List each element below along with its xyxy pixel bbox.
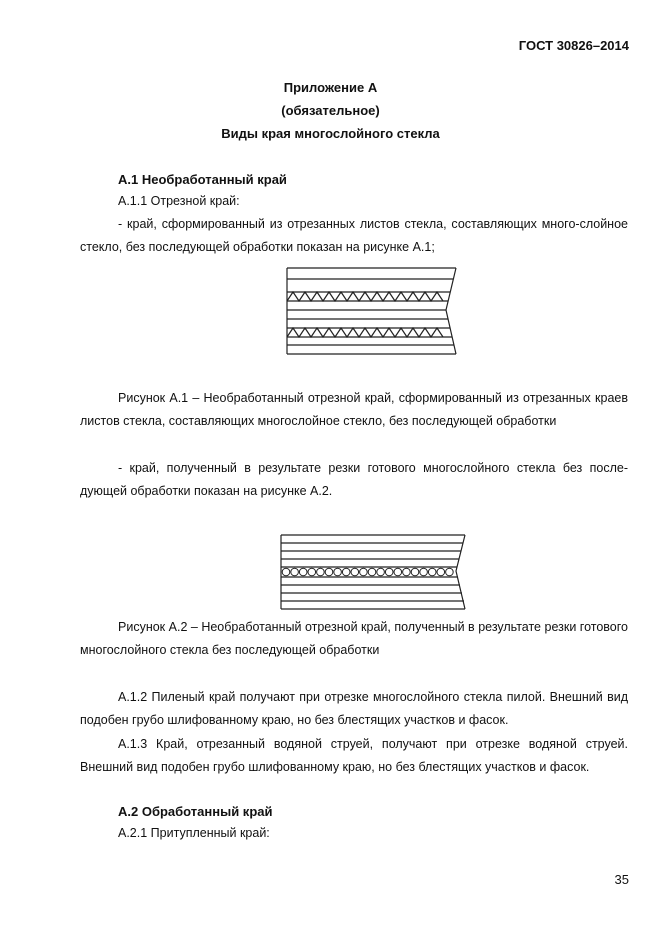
item-a11: А.1.1 Отрезной край: [118, 194, 240, 208]
figure-a1-caption: Рисунок А.1 – Необработанный отрезной край, сформированный из отрезанных краев листов стекла, составляющих многослойное стекло, без последующей обработки [80, 391, 628, 428]
section-a2-heading: А.2 Обработанный край [118, 804, 273, 819]
document-number: ГОСТ 30826–2014 [518, 38, 629, 53]
item-a13: А.1.3 Край, отрезанный водяной струей, получают при отрезке водяной струей. Внешний вид подобен грубо шлифованному краю, но без блестящих участков и фасок. [80, 737, 628, 774]
figure-a1 [280, 265, 472, 357]
appendix-title: Приложение А [283, 80, 378, 95]
figure-a2-caption: Рисунок А.2 – Необработанный отрезной край, полученный в результате резки готового многослойного стекла без последующей обработки [80, 620, 628, 657]
item-a21: А.2.1 Притупленный край: [118, 826, 270, 840]
section-a1-heading: А.1 Необработанный край [118, 172, 287, 187]
bullet-1: - край, сформированный из отрезанных листов стекла, составляющих много-слойное стекло, без последующей обработки показан на рисунке А.1; [80, 217, 628, 254]
appendix-status: (обязательное) [281, 103, 380, 118]
appendix-subtitle: Виды края многослойного стекла [221, 126, 440, 141]
page-number: 35 [614, 872, 629, 887]
item-a12: А.1.2 Пиленый край получают при отрезке многослойного стекла пилой. Внешний вид подобен грубо шлифованному краю, но без блестящих участков и фасок. [80, 690, 628, 727]
figure-a2 [275, 533, 475, 613]
bullet-2: - край, полученный в результате резки готового многослойного стекла без после-дующей обработки показан на рисунке А.2. [80, 461, 628, 498]
